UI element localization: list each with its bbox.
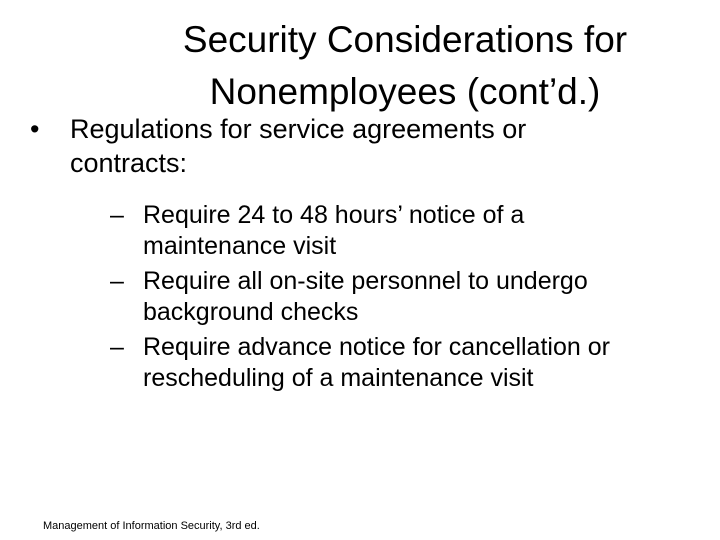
sub-bullet-item [70,266,690,328]
dash-marker-icon: – [110,333,124,361]
bullet-marker-icon: • [30,114,40,144]
sub-bullet-line: Require advance notice for cancellation or [143,333,610,361]
bullet-text-line-2: contracts: [70,148,188,178]
bullet-item [30,112,690,394]
dash-marker-icon: – [110,267,124,295]
slide-title-line-1: Security Considerations for [182,19,628,60]
sub-bullet-line: background checks [143,298,359,326]
sub-bullet-line: Require all on-site personnel to undergo [143,267,588,295]
sub-bullet-line: rescheduling of a maintenance visit [143,364,534,392]
sub-bullet-item [70,332,690,394]
slide-footer: Management of Information Security, 3rd ed. [43,520,260,532]
dash-marker-icon: – [110,201,124,229]
bullet-text-line-1: Regulations for service agreements or [70,114,527,144]
sub-bullet-line: maintenance visit [143,232,337,260]
sub-bullet-line: Require 24 to 48 hours’ notice of a [143,201,525,229]
slide-title [60,14,720,118]
sub-bullet-list [70,200,690,394]
slide-content [30,112,690,398]
slide-title-line-2: Nonemployees (cont’d.) [209,71,601,112]
sub-bullet-item [70,200,690,262]
